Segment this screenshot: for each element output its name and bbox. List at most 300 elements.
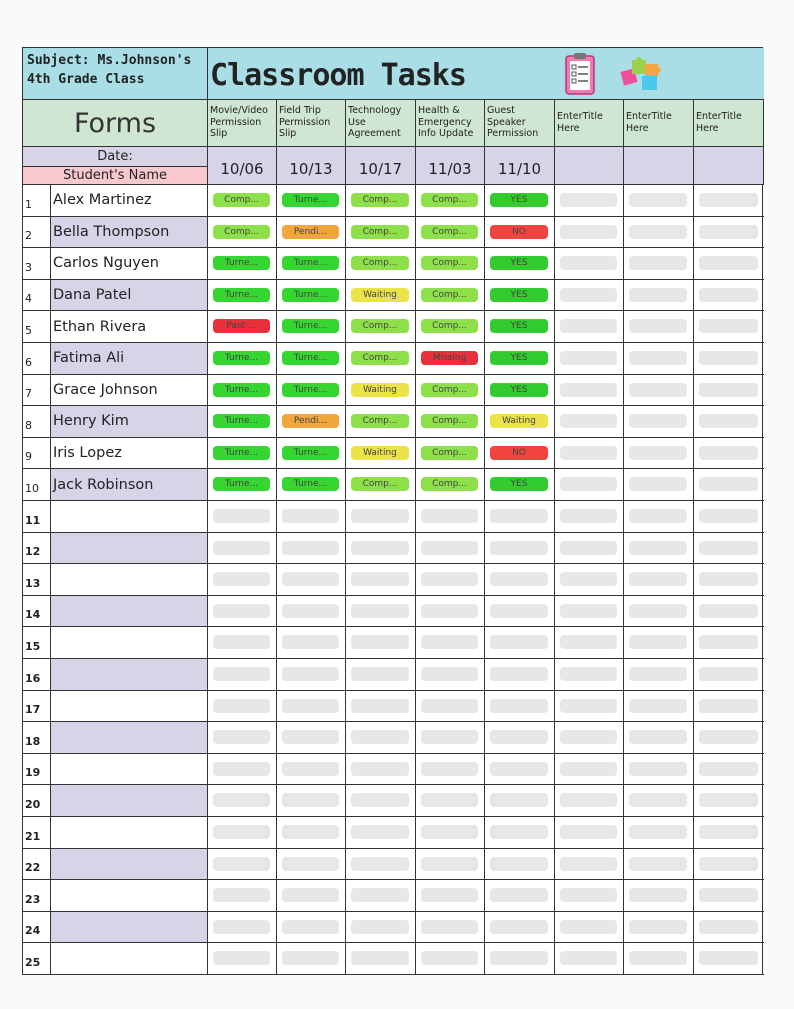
status-dropdown[interactable] bbox=[560, 509, 617, 523]
status-dropdown[interactable] bbox=[699, 319, 758, 333]
status-dropdown[interactable] bbox=[490, 699, 548, 713]
status-dropdown[interactable] bbox=[490, 857, 548, 871]
status-dropdown[interactable] bbox=[490, 541, 548, 555]
status-dropdown[interactable]: YES bbox=[490, 477, 548, 491]
status-dropdown[interactable] bbox=[490, 762, 548, 776]
status-dropdown[interactable] bbox=[421, 541, 478, 555]
status-cell bbox=[694, 248, 764, 279]
status-dropdown[interactable] bbox=[560, 699, 617, 713]
status-dropdown[interactable] bbox=[213, 951, 270, 965]
status-dropdown[interactable] bbox=[282, 635, 339, 649]
status-cell bbox=[346, 564, 416, 595]
status-dropdown[interactable] bbox=[351, 509, 409, 523]
status-dropdown[interactable]: Turne... bbox=[282, 193, 339, 207]
column-title-7[interactable] bbox=[624, 100, 694, 147]
status-dropdown[interactable] bbox=[213, 825, 270, 839]
column-title-8[interactable] bbox=[694, 100, 764, 147]
student-name[interactable] bbox=[51, 785, 208, 816]
status-dropdown[interactable] bbox=[213, 730, 270, 744]
status-cell bbox=[624, 280, 694, 311]
status-dropdown[interactable] bbox=[699, 414, 758, 428]
status-dropdown[interactable] bbox=[560, 888, 617, 902]
student-name[interactable] bbox=[51, 849, 208, 880]
table-row bbox=[23, 248, 764, 280]
status-dropdown[interactable] bbox=[699, 667, 758, 681]
status-cell bbox=[694, 849, 764, 880]
status-dropdown[interactable]: Comp... bbox=[421, 446, 478, 460]
status-dropdown[interactable] bbox=[282, 793, 339, 807]
status-dropdown[interactable]: Past ... bbox=[213, 319, 270, 333]
column-date-6[interactable] bbox=[555, 147, 624, 185]
status-dropdown[interactable]: Comp... bbox=[351, 256, 409, 270]
student-name[interactable] bbox=[51, 754, 208, 785]
status-dropdown[interactable] bbox=[351, 793, 409, 807]
status-dropdown[interactable]: Comp... bbox=[421, 477, 478, 491]
column-title-line: Here bbox=[626, 122, 649, 134]
column-title-line: Agreement bbox=[348, 128, 401, 139]
row-number: 21 bbox=[23, 817, 51, 848]
status-dropdown[interactable] bbox=[282, 667, 339, 681]
row-number: 16 bbox=[23, 659, 51, 690]
status-dropdown[interactable] bbox=[351, 825, 409, 839]
status-dropdown[interactable] bbox=[699, 572, 758, 586]
status-dropdown[interactable]: Turne... bbox=[282, 351, 339, 365]
student-name[interactable]: Bella Thompson bbox=[51, 217, 208, 248]
status-dropdown[interactable] bbox=[351, 541, 409, 555]
column-title-4[interactable] bbox=[416, 100, 485, 147]
status-cell bbox=[624, 375, 694, 406]
status-cell bbox=[416, 691, 485, 722]
status-dropdown[interactable] bbox=[699, 288, 758, 302]
status-cell bbox=[694, 817, 764, 848]
status-dropdown[interactable] bbox=[490, 793, 548, 807]
status-dropdown[interactable] bbox=[282, 541, 339, 555]
status-dropdown[interactable]: Comp... bbox=[351, 225, 409, 239]
column-date-3[interactable]: 10/17 bbox=[346, 147, 416, 185]
status-cell bbox=[555, 722, 624, 753]
status-dropdown[interactable] bbox=[629, 635, 687, 649]
table-row bbox=[23, 912, 764, 944]
student-name[interactable] bbox=[51, 722, 208, 753]
status-dropdown[interactable] bbox=[629, 888, 687, 902]
status-cell bbox=[624, 533, 694, 564]
status-dropdown[interactable] bbox=[699, 730, 758, 744]
status-dropdown[interactable]: Comp... bbox=[351, 319, 409, 333]
status-dropdown[interactable] bbox=[629, 730, 687, 744]
status-dropdown[interactable] bbox=[282, 888, 339, 902]
status-dropdown[interactable] bbox=[351, 888, 409, 902]
status-dropdown[interactable] bbox=[213, 762, 270, 776]
student-name[interactable] bbox=[51, 501, 208, 532]
status-dropdown[interactable]: Comp... bbox=[421, 225, 478, 239]
status-dropdown[interactable] bbox=[560, 225, 617, 239]
student-name[interactable] bbox=[51, 627, 208, 658]
status-dropdown[interactable] bbox=[629, 572, 687, 586]
status-cell bbox=[555, 343, 624, 374]
row-number: 6 bbox=[23, 343, 51, 374]
status-dropdown[interactable] bbox=[560, 572, 617, 586]
status-cell bbox=[555, 880, 624, 911]
status-dropdown[interactable] bbox=[213, 635, 270, 649]
student-name[interactable] bbox=[51, 533, 208, 564]
status-dropdown[interactable] bbox=[699, 762, 758, 776]
column-title-line: Speaker bbox=[487, 116, 526, 128]
table-row bbox=[23, 217, 764, 249]
title-bar bbox=[208, 48, 764, 100]
status-cell bbox=[277, 596, 346, 627]
status-dropdown[interactable]: Turne... bbox=[213, 351, 270, 365]
status-cell bbox=[277, 343, 346, 374]
status-dropdown[interactable] bbox=[699, 635, 758, 649]
student-name[interactable]: Henry Kim bbox=[51, 406, 208, 437]
table-row bbox=[23, 785, 764, 817]
status-cell bbox=[346, 849, 416, 880]
status-dropdown[interactable]: Comp... bbox=[213, 193, 270, 207]
status-cell bbox=[485, 596, 555, 627]
status-dropdown[interactable] bbox=[282, 825, 339, 839]
status-dropdown[interactable] bbox=[490, 920, 548, 934]
status-dropdown[interactable] bbox=[351, 920, 409, 934]
table-row bbox=[23, 469, 764, 501]
status-cell bbox=[416, 785, 485, 816]
status-dropdown[interactable]: Waiting bbox=[351, 288, 409, 302]
status-cell bbox=[346, 596, 416, 627]
status-dropdown[interactable] bbox=[213, 541, 270, 555]
status-dropdown[interactable]: Turne... bbox=[213, 414, 270, 428]
status-dropdown[interactable] bbox=[560, 667, 617, 681]
status-dropdown[interactable] bbox=[421, 635, 478, 649]
status-cell bbox=[277, 564, 346, 595]
status-dropdown[interactable] bbox=[213, 920, 270, 934]
status-dropdown[interactable]: YES bbox=[490, 351, 548, 365]
status-dropdown[interactable] bbox=[213, 857, 270, 871]
status-cell bbox=[555, 533, 624, 564]
status-dropdown[interactable] bbox=[421, 825, 478, 839]
status-dropdown[interactable] bbox=[629, 604, 687, 618]
status-dropdown[interactable] bbox=[560, 414, 617, 428]
status-dropdown[interactable] bbox=[560, 951, 617, 965]
status-dropdown[interactable] bbox=[560, 383, 617, 397]
status-dropdown[interactable]: Turne... bbox=[213, 477, 270, 491]
status-dropdown[interactable] bbox=[699, 477, 758, 491]
status-dropdown[interactable] bbox=[351, 635, 409, 649]
status-dropdown[interactable]: Turne... bbox=[213, 446, 270, 460]
status-dropdown[interactable] bbox=[490, 951, 548, 965]
status-dropdown[interactable] bbox=[213, 572, 270, 586]
status-dropdown[interactable]: Turne... bbox=[213, 383, 270, 397]
status-dropdown[interactable]: Comp... bbox=[421, 288, 478, 302]
status-dropdown[interactable] bbox=[629, 383, 687, 397]
status-dropdown[interactable] bbox=[629, 193, 687, 207]
status-dropdown[interactable] bbox=[629, 762, 687, 776]
student-name[interactable]: Dana Patel bbox=[51, 280, 208, 311]
column-date-4[interactable]: 11/03 bbox=[416, 147, 485, 185]
status-dropdown[interactable] bbox=[490, 604, 548, 618]
column-title-line: Permission bbox=[210, 116, 262, 128]
student-name[interactable]: Grace Johnson bbox=[51, 375, 208, 406]
status-dropdown[interactable] bbox=[629, 509, 687, 523]
status-dropdown[interactable] bbox=[421, 572, 478, 586]
status-dropdown[interactable] bbox=[421, 730, 478, 744]
status-dropdown[interactable] bbox=[421, 888, 478, 902]
student-name[interactable]: Carlos Nguyen bbox=[51, 248, 208, 279]
status-dropdown[interactable] bbox=[699, 446, 758, 460]
status-dropdown[interactable] bbox=[629, 857, 687, 871]
status-dropdown[interactable] bbox=[282, 920, 339, 934]
status-cell bbox=[277, 501, 346, 532]
status-dropdown[interactable] bbox=[421, 951, 478, 965]
status-dropdown[interactable]: Waiting bbox=[351, 383, 409, 397]
status-dropdown[interactable]: Comp... bbox=[213, 225, 270, 239]
status-dropdown[interactable] bbox=[699, 951, 758, 965]
status-cell bbox=[694, 438, 764, 469]
status-dropdown[interactable]: Turne... bbox=[282, 383, 339, 397]
status-dropdown[interactable] bbox=[490, 509, 548, 523]
column-date-8[interactable] bbox=[694, 147, 764, 185]
status-cell bbox=[346, 817, 416, 848]
status-dropdown[interactable] bbox=[629, 541, 687, 555]
status-dropdown[interactable]: Comp... bbox=[351, 477, 409, 491]
status-dropdown[interactable]: Waiting bbox=[351, 446, 409, 460]
status-dropdown[interactable] bbox=[213, 888, 270, 902]
column-title-1[interactable] bbox=[208, 100, 277, 147]
student-name[interactable] bbox=[51, 659, 208, 690]
status-dropdown[interactable]: Pendi... bbox=[282, 414, 339, 428]
status-cell bbox=[485, 217, 555, 248]
status-cell bbox=[208, 217, 277, 248]
status-dropdown[interactable] bbox=[699, 509, 758, 523]
status-dropdown[interactable]: Comp... bbox=[421, 383, 478, 397]
status-dropdown[interactable] bbox=[421, 604, 478, 618]
status-dropdown[interactable]: Pendi... bbox=[282, 225, 339, 239]
status-dropdown[interactable]: Comp... bbox=[421, 414, 478, 428]
status-dropdown[interactable] bbox=[560, 762, 617, 776]
column-title-6[interactable] bbox=[555, 100, 624, 147]
status-cell bbox=[694, 659, 764, 690]
status-dropdown[interactable] bbox=[629, 351, 687, 365]
status-dropdown[interactable] bbox=[282, 857, 339, 871]
status-dropdown[interactable]: NO bbox=[490, 225, 548, 239]
status-dropdown[interactable] bbox=[560, 825, 617, 839]
column-title-2[interactable] bbox=[277, 100, 346, 147]
status-dropdown[interactable] bbox=[699, 604, 758, 618]
status-dropdown[interactable] bbox=[490, 572, 548, 586]
student-name[interactable] bbox=[51, 880, 208, 911]
status-dropdown[interactable] bbox=[490, 730, 548, 744]
status-cell bbox=[208, 943, 277, 974]
status-dropdown[interactable]: Comp... bbox=[421, 319, 478, 333]
status-dropdown[interactable] bbox=[560, 635, 617, 649]
student-name[interactable] bbox=[51, 817, 208, 848]
status-dropdown[interactable] bbox=[421, 699, 478, 713]
status-dropdown[interactable] bbox=[629, 951, 687, 965]
column-title-line: Use bbox=[348, 116, 366, 128]
status-dropdown[interactable] bbox=[699, 920, 758, 934]
table-row bbox=[23, 849, 764, 881]
status-dropdown[interactable] bbox=[282, 509, 339, 523]
student-name[interactable] bbox=[51, 943, 208, 974]
status-dropdown[interactable] bbox=[351, 699, 409, 713]
status-dropdown[interactable] bbox=[351, 762, 409, 776]
status-dropdown[interactable] bbox=[351, 667, 409, 681]
status-cell bbox=[208, 754, 277, 785]
status-dropdown[interactable]: Turne... bbox=[282, 256, 339, 270]
status-dropdown[interactable] bbox=[560, 193, 617, 207]
column-title-5[interactable] bbox=[485, 100, 555, 147]
status-dropdown[interactable] bbox=[629, 920, 687, 934]
status-dropdown[interactable] bbox=[560, 857, 617, 871]
status-dropdown[interactable] bbox=[282, 699, 339, 713]
status-dropdown[interactable] bbox=[421, 793, 478, 807]
status-dropdown[interactable]: YES bbox=[490, 288, 548, 302]
status-cell bbox=[346, 375, 416, 406]
status-dropdown[interactable]: Turne... bbox=[282, 288, 339, 302]
column-date-2[interactable]: 10/13 bbox=[277, 147, 346, 185]
column-title-3[interactable] bbox=[346, 100, 416, 147]
status-dropdown[interactable]: Comp... bbox=[351, 414, 409, 428]
column-title-line: EnterTitle bbox=[557, 111, 603, 122]
status-dropdown[interactable] bbox=[213, 793, 270, 807]
student-name[interactable] bbox=[51, 596, 208, 627]
status-cell bbox=[694, 469, 764, 500]
status-dropdown[interactable] bbox=[351, 857, 409, 871]
student-name[interactable]: Jack Robinson bbox=[51, 469, 208, 500]
row-number: 8 bbox=[23, 406, 51, 437]
student-name[interactable]: Iris Lopez bbox=[51, 438, 208, 469]
status-dropdown[interactable] bbox=[282, 951, 339, 965]
status-dropdown[interactable]: Comp... bbox=[421, 256, 478, 270]
status-dropdown[interactable] bbox=[629, 477, 687, 491]
status-dropdown[interactable] bbox=[629, 319, 687, 333]
status-dropdown[interactable] bbox=[629, 446, 687, 460]
status-dropdown[interactable] bbox=[629, 793, 687, 807]
student-name[interactable] bbox=[51, 564, 208, 595]
status-dropdown[interactable] bbox=[213, 667, 270, 681]
status-dropdown[interactable]: YES bbox=[490, 383, 548, 397]
status-cell bbox=[416, 533, 485, 564]
status-dropdown[interactable] bbox=[699, 793, 758, 807]
status-dropdown[interactable] bbox=[421, 667, 478, 681]
status-dropdown[interactable]: NO bbox=[490, 446, 548, 460]
column-date-7[interactable] bbox=[624, 147, 694, 185]
status-cell bbox=[346, 785, 416, 816]
status-dropdown[interactable]: Comp... bbox=[421, 193, 478, 207]
status-dropdown[interactable] bbox=[560, 604, 617, 618]
status-dropdown[interactable] bbox=[699, 857, 758, 871]
status-dropdown[interactable] bbox=[699, 888, 758, 902]
status-dropdown[interactable] bbox=[560, 920, 617, 934]
status-dropdown[interactable] bbox=[699, 256, 758, 270]
status-dropdown[interactable] bbox=[560, 319, 617, 333]
status-dropdown[interactable] bbox=[699, 383, 758, 397]
status-dropdown[interactable] bbox=[560, 793, 617, 807]
student-name[interactable]: Ethan Rivera bbox=[51, 311, 208, 342]
status-dropdown[interactable] bbox=[629, 288, 687, 302]
student-name[interactable]: Fatima Ali bbox=[51, 343, 208, 374]
status-dropdown[interactable]: Comp... bbox=[351, 193, 409, 207]
status-dropdown[interactable] bbox=[560, 351, 617, 365]
status-dropdown[interactable] bbox=[629, 414, 687, 428]
status-dropdown[interactable] bbox=[490, 825, 548, 839]
status-dropdown[interactable]: Turne... bbox=[213, 256, 270, 270]
status-dropdown[interactable] bbox=[629, 225, 687, 239]
status-dropdown[interactable] bbox=[421, 762, 478, 776]
status-dropdown[interactable]: Turne... bbox=[282, 477, 339, 491]
status-dropdown[interactable] bbox=[699, 541, 758, 555]
status-dropdown[interactable] bbox=[560, 477, 617, 491]
status-dropdown[interactable] bbox=[213, 509, 270, 523]
status-cell bbox=[485, 849, 555, 880]
status-dropdown[interactable] bbox=[213, 699, 270, 713]
status-dropdown[interactable] bbox=[490, 635, 548, 649]
status-dropdown[interactable] bbox=[490, 888, 548, 902]
status-dropdown[interactable] bbox=[629, 256, 687, 270]
status-dropdown[interactable] bbox=[560, 730, 617, 744]
status-dropdown[interactable]: Waiting bbox=[490, 414, 548, 428]
status-cell bbox=[694, 627, 764, 658]
status-dropdown[interactable]: YES bbox=[490, 256, 548, 270]
status-dropdown[interactable] bbox=[699, 351, 758, 365]
status-dropdown[interactable] bbox=[629, 667, 687, 681]
status-dropdown[interactable] bbox=[699, 825, 758, 839]
column-date-5[interactable]: 11/10 bbox=[485, 147, 555, 185]
student-name[interactable] bbox=[51, 912, 208, 943]
status-dropdown[interactable] bbox=[213, 604, 270, 618]
status-dropdown[interactable] bbox=[699, 225, 758, 239]
status-dropdown[interactable] bbox=[699, 193, 758, 207]
status-dropdown[interactable]: Turne... bbox=[213, 288, 270, 302]
table-row bbox=[23, 880, 764, 912]
status-dropdown[interactable] bbox=[560, 256, 617, 270]
status-dropdown[interactable] bbox=[282, 730, 339, 744]
status-cell bbox=[208, 248, 277, 279]
status-dropdown[interactable]: Comp... bbox=[351, 351, 409, 365]
status-dropdown[interactable]: Missing bbox=[421, 351, 478, 365]
column-date-1[interactable]: 10/06 bbox=[208, 147, 277, 185]
status-dropdown[interactable] bbox=[490, 667, 548, 681]
status-dropdown[interactable] bbox=[282, 572, 339, 586]
status-dropdown[interactable] bbox=[629, 825, 687, 839]
status-cell bbox=[208, 817, 277, 848]
status-dropdown[interactable] bbox=[699, 699, 758, 713]
status-cell bbox=[555, 438, 624, 469]
status-dropdown[interactable]: YES bbox=[490, 193, 548, 207]
student-name[interactable] bbox=[51, 691, 208, 722]
status-dropdown[interactable] bbox=[560, 446, 617, 460]
status-cell bbox=[485, 564, 555, 595]
status-dropdown[interactable] bbox=[351, 730, 409, 744]
status-cell bbox=[624, 596, 694, 627]
status-cell bbox=[208, 880, 277, 911]
status-dropdown[interactable] bbox=[560, 288, 617, 302]
status-dropdown[interactable] bbox=[282, 762, 339, 776]
status-dropdown[interactable] bbox=[351, 951, 409, 965]
status-dropdown[interactable] bbox=[351, 572, 409, 586]
status-dropdown[interactable] bbox=[560, 541, 617, 555]
status-dropdown[interactable] bbox=[421, 509, 478, 523]
status-dropdown[interactable] bbox=[629, 699, 687, 713]
status-dropdown[interactable] bbox=[421, 857, 478, 871]
student-name[interactable]: Alex Martinez bbox=[51, 185, 208, 216]
status-dropdown[interactable]: YES bbox=[490, 319, 548, 333]
status-dropdown[interactable] bbox=[351, 604, 409, 618]
status-dropdown[interactable]: Turne... bbox=[282, 446, 339, 460]
status-cell bbox=[416, 217, 485, 248]
status-dropdown[interactable]: Turne... bbox=[282, 319, 339, 333]
status-cell bbox=[485, 311, 555, 342]
status-dropdown[interactable] bbox=[421, 920, 478, 934]
status-dropdown[interactable] bbox=[282, 604, 339, 618]
